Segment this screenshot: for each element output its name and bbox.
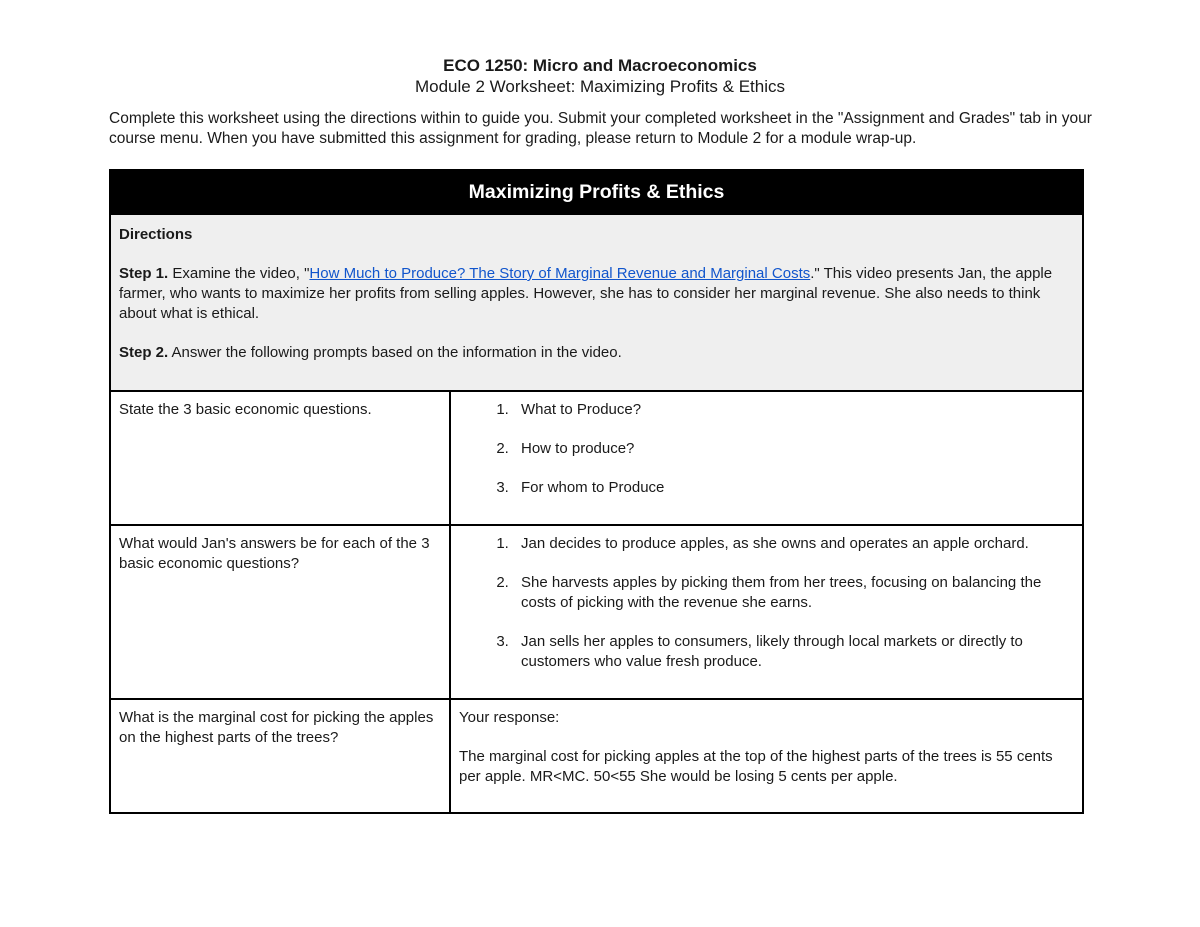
directions-title: Directions — [119, 226, 193, 243]
step-2-text: Answer the following prompts based on the information in the video. — [168, 344, 622, 361]
prompt-cell: State the 3 basic economic questions. — [110, 391, 450, 525]
prompt-cell: What would Jan's answers be for each of the 3 basic economic questions? — [110, 525, 450, 699]
prompt-cell: What is the marginal cost for picking the apples on the highest parts of the trees? — [110, 699, 450, 813]
table-row — [110, 391, 1083, 525]
step-2 — [119, 343, 1074, 363]
step-1-label: Step 1. — [119, 265, 169, 282]
table-row — [110, 699, 1083, 813]
module-title: Module 2 Worksheet: Maximizing Profits & Ethics — [414, 77, 786, 96]
list-item: 3. Jan sells her apples to consumers, likely through local markets or directly to customers who value fresh produce. — [513, 632, 1074, 672]
worksheet-table — [109, 169, 1084, 814]
intro-paragraph: Complete this worksheet using the directions within to guide you. Submit your completed worksheet in the "Assignment and Grades" tab in your course menu. When you have submitted this assignment for grading, please return to Module 2 for a module wrap-up. — [109, 110, 1092, 147]
answer-cell[interactable] — [450, 525, 1083, 699]
step-1-text-before: Examine the video, " — [168, 265, 310, 282]
response-text: The marginal cost for picking apples at the top of the highest parts of the trees is 55 cents per apple. MR<MC. 50<55 She would be losing 5 cents per apple. — [459, 748, 1053, 785]
video-link[interactable]: How Much to Produce? The Story of Marginal Revenue and Marginal Costs — [309, 265, 811, 282]
course-title: ECO 1250: Micro and Macroeconomics — [443, 56, 757, 75]
list-item: 3. For whom to Produce — [513, 478, 1074, 498]
list-item: 2. She harvests apples by picking them from her trees, focusing on balancing the costs of picking with the revenue she earns. — [513, 573, 1074, 613]
step-2-label: Step 2. — [119, 344, 169, 361]
list-item: 1. Jan decides to produce apples, as she owns and operates an apple orchard. — [513, 534, 1074, 554]
response-label: Your response: — [459, 709, 560, 726]
directions-cell — [110, 214, 1083, 391]
table-row — [110, 525, 1083, 699]
step-1 — [119, 264, 1074, 324]
table-banner: Maximizing Profits & Ethics — [110, 170, 1083, 214]
document-header — [0, 56, 1200, 98]
answer-list — [459, 400, 1074, 498]
answer-list — [459, 534, 1074, 672]
list-item: 1. What to Produce? — [513, 400, 1074, 420]
step-1-text-after: ." This video presents Jan, the apple farmer, who wants to maximize her profits from selling apples. However, she has to consider her marginal revenue. She also needs to think about what is ethical. — [119, 265, 1053, 322]
answer-cell[interactable] — [450, 699, 1083, 813]
list-item: 2. How to produce? — [513, 439, 1074, 459]
answer-cell[interactable] — [450, 391, 1083, 525]
